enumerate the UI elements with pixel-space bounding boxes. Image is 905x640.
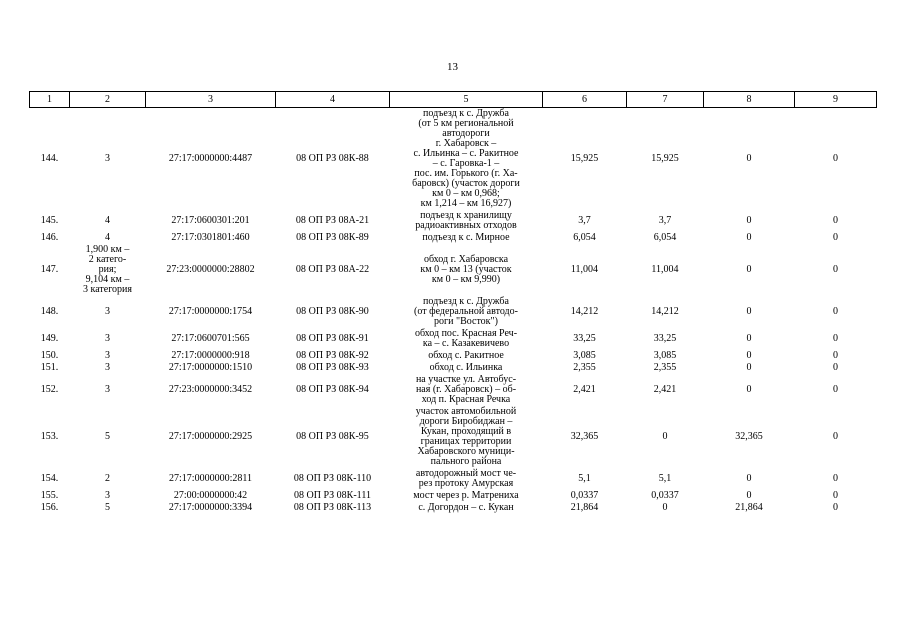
cadastral-number-cell: 27:17:0000000:918: [171, 350, 250, 361]
length-c-cell: 0: [833, 362, 838, 373]
category-cell: 3: [105, 384, 110, 395]
road-name-cell: обход с. Ильинка: [429, 362, 503, 373]
road-name-cell: обход г. Хабаровска км 0 – км 13 (участок км 0 – км 9,990): [420, 254, 512, 285]
length-total-cell: 14,212: [570, 306, 599, 317]
road-id-cell: 08 ОП РЗ 08К-94: [296, 384, 369, 395]
header-row: [30, 92, 877, 108]
length-total-cell: 15,925: [570, 153, 599, 164]
length-a-cell: 11,004: [651, 264, 679, 275]
road-id-cell: 08 ОП РЗ 08К-111: [294, 490, 371, 501]
length-c-cell: 0: [833, 215, 838, 226]
category-cell: 4: [105, 232, 110, 243]
column-header-2: 2: [70, 92, 146, 108]
length-c-cell: 0: [833, 384, 838, 395]
row-number-cell: 148.: [40, 306, 59, 317]
table-row: [30, 374, 877, 406]
length-total-cell: 3,085: [573, 350, 596, 361]
column-header-6: 6: [543, 92, 627, 108]
length-a-cell: 3,7: [658, 215, 672, 226]
row-number-cell: 149.: [40, 333, 59, 344]
length-b-cell: 0: [746, 306, 752, 317]
table-body: [30, 108, 877, 515]
length-b-cell: 0: [746, 232, 752, 243]
road-name-cell: обход с. Ракитное: [428, 350, 504, 361]
category-cell: 3: [105, 333, 110, 344]
category-cell: 3: [105, 490, 110, 501]
length-b-cell: 0: [746, 490, 752, 501]
cadastral-number-cell: 27:17:0000000:3394: [168, 502, 253, 513]
cadastral-number-cell: 27:17:0600701:565: [171, 333, 250, 344]
cadastral-number-cell: 27:17:0000000:1754: [168, 306, 253, 317]
length-total-cell: 32,365: [570, 431, 599, 442]
length-b-cell: 0: [746, 264, 752, 275]
road-name-cell: на участке ул. Автобус- ная (г. Хабаровск) – об- ход п. Красная Речка: [415, 374, 517, 405]
road-id-cell: 08 ОП РЗ 08К-113: [293, 502, 372, 513]
road-name-cell: участок автомобильной дороги Биробиджан – Кукан, проходящий в границах территории Хабаровского муници- пального района: [415, 406, 517, 467]
length-a-cell: 0,0337: [651, 490, 679, 501]
table-row: [30, 468, 877, 490]
road-name-cell: автодорожный мост че- рез протоку Амурская: [415, 468, 517, 489]
road-name-cell: подъезд к с. Дружба (от 5 км региональной автодороги г. Хабаровск – с. Ильинка – с. Ракитное – с. Гаровка-1 – пос. им. Горького (г. Ха- баровск) (участок дороги км 0 – км 0,968; км 1,214 – км 16,927): [412, 108, 520, 209]
length-c-cell: 0: [833, 473, 838, 484]
length-b-cell: 0: [746, 362, 752, 373]
length-total-cell: 11,004: [570, 264, 599, 275]
length-c-cell: 0: [833, 350, 838, 361]
road-id-cell: 08 ОП РЗ 08К-92: [296, 350, 369, 361]
length-c-cell: 0: [833, 232, 838, 243]
length-b-cell: 21,864: [735, 502, 763, 513]
length-total-cell: 6,054: [573, 232, 596, 243]
page-number: 13: [447, 61, 458, 73]
road-id-cell: 08 ОП РЗ 08К-88: [296, 153, 369, 164]
column-header-7: 7: [627, 92, 704, 108]
category-cell: 2: [105, 473, 110, 484]
cadastral-number-cell: 27:17:0000000:2925: [168, 431, 253, 442]
length-a-cell: 15,925: [651, 153, 679, 164]
cadastral-number-cell: 27:23:0000000:3452: [168, 384, 253, 395]
length-b-cell: 0: [746, 473, 752, 484]
row-number-cell: 150.: [40, 350, 59, 361]
category-cell: 3: [105, 362, 110, 373]
length-a-cell: 3,085: [653, 350, 677, 361]
length-c-cell: 0: [833, 431, 838, 442]
length-b-cell: 0: [746, 350, 752, 361]
cadastral-number-cell: 27:00:0000000:42: [173, 490, 248, 501]
road-id-cell: 08 ОП РЗ 08К-110: [293, 473, 372, 484]
column-header-8: 8: [704, 92, 795, 108]
cadastral-number-cell: 27:17:0301801:460: [171, 232, 250, 243]
length-total-cell: 5,1: [578, 473, 591, 484]
road-id-cell: 08 ОП РЗ 08К-90: [296, 306, 369, 317]
cadastral-number-cell: 27:17:0000000:2811: [169, 473, 252, 484]
row-number-cell: 152.: [40, 384, 59, 395]
length-a-cell: 33,25: [653, 333, 677, 344]
table-row: [30, 108, 877, 211]
row-number-cell: 147.: [40, 264, 59, 275]
row-number-cell: 153.: [40, 431, 59, 442]
road-name-cell: мост через р. Матрениха: [413, 490, 519, 501]
cadastral-number-cell: 27:23:0000000:28802: [166, 264, 255, 275]
road-id-cell: 08 ОП РЗ 08А-22: [295, 264, 370, 275]
length-b-cell: 0: [746, 153, 752, 164]
table-row: [30, 362, 877, 374]
length-b-cell: 32,365: [735, 431, 763, 442]
table-row: [30, 502, 877, 514]
category-cell: 3: [105, 153, 110, 164]
length-total-cell: 2,355: [573, 362, 596, 373]
length-a-cell: 0: [662, 502, 668, 513]
road-id-cell: 08 ОП РЗ 08К-95: [296, 431, 369, 442]
length-a-cell: 2,421: [653, 384, 677, 395]
category-cell: 5: [105, 502, 110, 513]
category-cell: 3: [105, 306, 110, 317]
cadastral-number-cell: 27:17:0600301:201: [171, 215, 250, 226]
table-row: [30, 296, 877, 328]
road-name-cell: подъезд к с. Мирное: [422, 232, 510, 243]
column-header-4: 4: [276, 92, 390, 108]
column-header-5: 5: [390, 92, 543, 108]
row-number-cell: 146.: [40, 232, 59, 243]
row-number-cell: 155.: [40, 490, 59, 501]
length-a-cell: 5,1: [658, 473, 672, 484]
length-a-cell: 0: [662, 431, 668, 442]
road-name-cell: обход пос. Красная Реч- ка – с. Казакевичево: [414, 328, 518, 349]
table-row: [30, 232, 877, 244]
table-row: [30, 406, 877, 468]
length-c-cell: 0: [833, 306, 838, 317]
road-id-cell: 08 ОП РЗ 08К-93: [296, 362, 369, 373]
length-total-cell: 33,25: [573, 333, 596, 344]
category-cell: 4: [105, 215, 110, 226]
length-c-cell: 0: [833, 333, 838, 344]
column-header-3: 3: [146, 92, 276, 108]
category-cell: 1,900 км – 2 катего- рия; 9,104 км – 3 категория: [83, 244, 132, 295]
length-total-cell: 3,7: [578, 215, 591, 226]
road-id-cell: 08 ОП РЗ 08К-91: [296, 333, 369, 344]
table-row: [30, 490, 877, 502]
row-number-cell: 151.: [40, 362, 59, 373]
length-a-cell: 6,054: [653, 232, 677, 243]
length-b-cell: 0: [746, 333, 752, 344]
row-number-cell: 145.: [40, 215, 59, 226]
length-b-cell: 0: [746, 384, 752, 395]
length-b-cell: 0: [746, 215, 752, 226]
road-name-cell: подъезд к с. Дружба (от федеральной автодо- роги "Восток"): [414, 296, 518, 327]
column-header-1: 1: [30, 92, 70, 108]
table-row: [30, 328, 877, 350]
column-header-9: 9: [795, 92, 877, 108]
length-c-cell: 0: [833, 153, 838, 164]
length-total-cell: 21,864: [570, 502, 599, 513]
length-a-cell: 2,355: [653, 362, 677, 373]
row-number-cell: 144.: [40, 153, 59, 164]
length-total-cell: 0,0337: [570, 490, 599, 501]
category-cell: 5: [105, 431, 110, 442]
table-row: [30, 210, 877, 232]
category-cell: 3: [105, 350, 110, 361]
length-total-cell: 2,421: [573, 384, 596, 395]
length-a-cell: 14,212: [651, 306, 679, 317]
row-number-cell: 154.: [40, 473, 59, 484]
cadastral-number-cell: 27:17:0000000:1510: [168, 362, 253, 373]
road-name-cell: с. Догордон – с. Кукан: [418, 502, 514, 513]
length-c-cell: 0: [833, 502, 838, 513]
road-id-cell: 08 ОП РЗ 08К-89: [296, 232, 369, 243]
roads-table: [29, 91, 877, 514]
length-c-cell: 0: [833, 264, 838, 275]
road-id-cell: 08 ОП РЗ 08А-21: [295, 215, 370, 226]
road-name-cell: подъезд к хранилищу радиоактивных отходов: [415, 210, 517, 231]
cadastral-number-cell: 27:17:0000000:4487: [168, 153, 253, 164]
length-c-cell: 0: [833, 490, 838, 501]
table-row: [30, 350, 877, 362]
table-row: [30, 244, 877, 296]
row-number-cell: 156.: [40, 502, 59, 513]
